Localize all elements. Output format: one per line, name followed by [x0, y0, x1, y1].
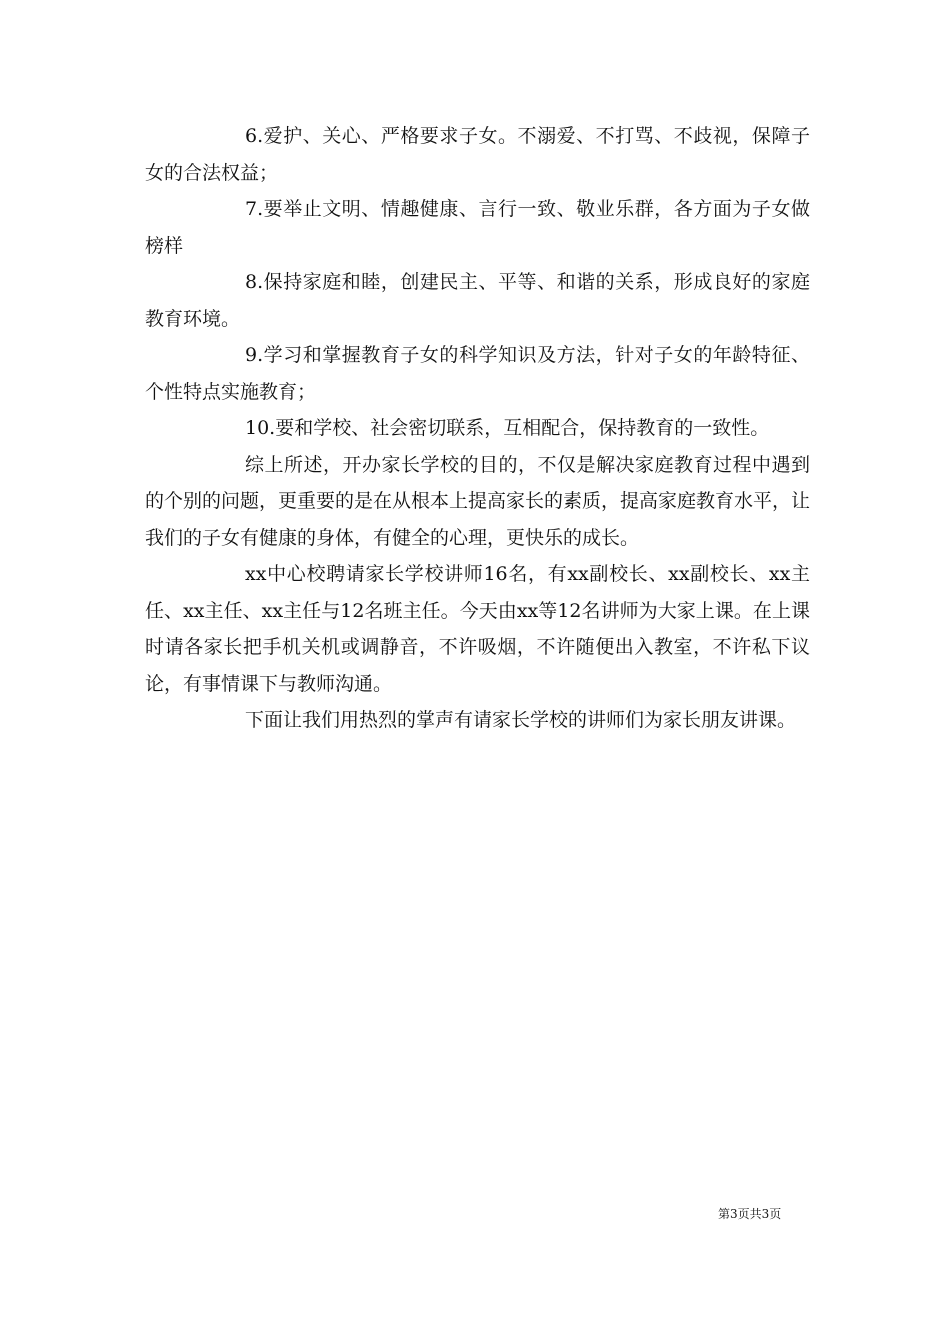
paragraph-item-6: 6.爱护、关心、严格要求子女。不溺爱、不打骂、不歧视，保障子女的合法权益；: [145, 125, 810, 184]
paragraph-item-10: 10.要和学校、社会密切联系，互相配合，保持教育的一致性。: [245, 417, 770, 439]
paragraph-item-7: 7.要举止文明、情趣健康、言行一致、敬业乐群，各方面为子女做榜样: [145, 198, 810, 257]
paragraph-item-8: 8.保持家庭和睦，创建民主、平等、和谐的关系，形成良好的家庭教育环境。: [145, 271, 810, 330]
document-body: [145, 118, 810, 739]
paragraph-summary: 综上所述，开办家长学校的目的，不仅是解决家庭教育过程中遇到的个别的问题，更重要的是在从根本上提高家长的素质，提高家庭教育水平，让我们的子女有健康的身体，有健全的心理，更快乐的成长。: [145, 453, 811, 549]
paragraph-lecturers: xx中心校聘请家长学校讲师16名，有xx副校长、xx副校长、xx主任、xx主任、xx主任与12名班主任。今天由xx等12名讲师为大家上课。在上课时请各家长把手机关机或调静音，不许吸烟，不许随便出入教室，不许私下议论，有事情课下与教师沟通。: [145, 563, 810, 695]
paragraph-closing: 下面让我们用热烈的掌声有请家长学校的讲师们为家长朋友讲课。: [245, 709, 797, 731]
paragraph-item-9: 9.学习和掌握教育子女的科学知识及方法，针对子女的年龄特征、个性特点实施教育；: [145, 344, 810, 403]
page-number: 第3页共3页: [718, 1207, 782, 1221]
